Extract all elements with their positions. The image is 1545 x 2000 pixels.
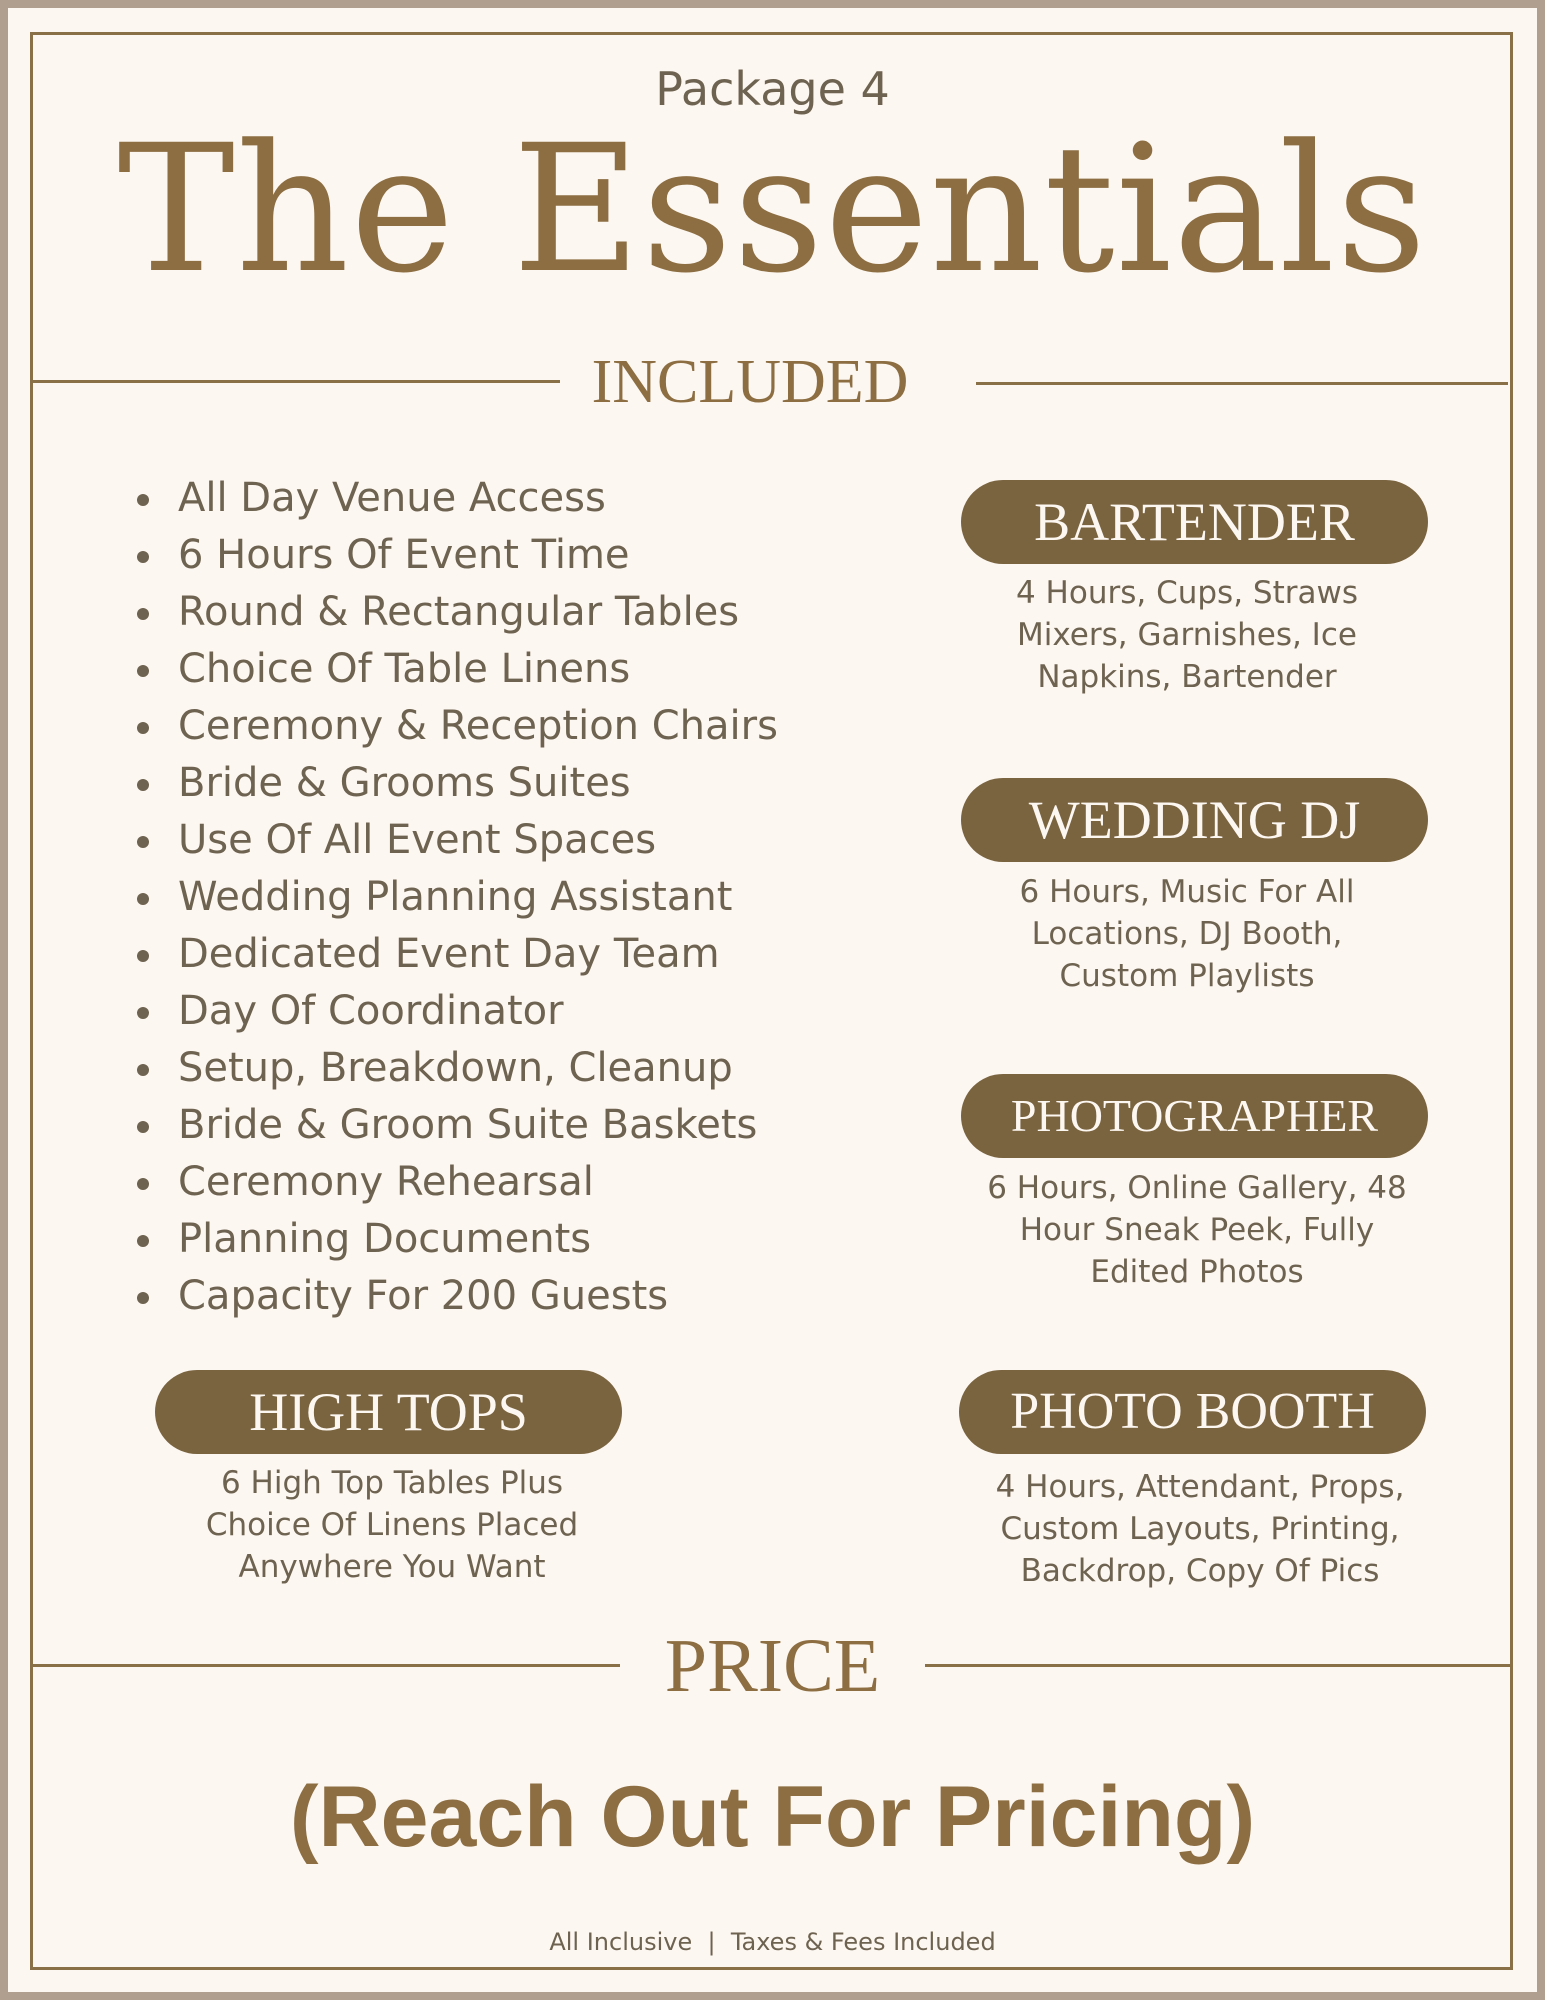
bartender-line: Mixers, Garnishes, Ice	[1017, 617, 1357, 653]
bullet-icon	[137, 551, 149, 563]
photographer-line: Hour Sneak Peek, Fully	[1019, 1212, 1375, 1248]
bullet-icon	[137, 836, 149, 848]
bullet-icon	[137, 1064, 149, 1076]
included-rule-left	[33, 380, 560, 383]
included-item	[130, 983, 778, 1040]
bullet-icon	[137, 1007, 149, 1019]
included-item-label: All Day Venue Access	[178, 475, 606, 521]
included-item-label: Choice Of Table Linens	[178, 646, 631, 692]
photographer-line: Edited Photos	[1090, 1254, 1304, 1290]
wedding-dj-details	[902, 871, 1472, 997]
bullet-icon	[137, 1178, 149, 1190]
bartender-line: Napkins, Bartender	[1037, 659, 1337, 695]
included-item	[130, 1097, 778, 1154]
included-item	[130, 926, 778, 983]
included-item	[130, 470, 778, 527]
price-rule-right	[925, 1664, 1513, 1667]
photo-booth-line: Backdrop, Copy Of Pics	[1020, 1553, 1380, 1589]
high-tops-line: 6 High Top Tables Plus	[220, 1465, 564, 1501]
bullet-icon	[137, 1121, 149, 1133]
wedding-dj-line: Custom Playlists	[1059, 958, 1315, 994]
high-tops-line: Choice Of Linens Placed	[205, 1507, 579, 1543]
wedding-dj-label: WEDDING DJ	[1028, 790, 1361, 850]
pricing-note: (Reach Out For Pricing)	[289, 1769, 1256, 1865]
photographer-details	[912, 1167, 1482, 1293]
bullet-icon	[137, 722, 149, 734]
included-item-label: Dedicated Event Day Team	[178, 931, 720, 977]
high-tops-label: HIGH TOPS	[249, 1382, 528, 1442]
photo-booth-details	[915, 1466, 1485, 1592]
included-item-label: Round & Rectangular Tables	[178, 589, 740, 635]
wedding-dj-pill	[961, 778, 1428, 862]
bullet-icon	[137, 893, 149, 905]
included-item-label: Capacity For 200 Guests	[178, 1273, 669, 1319]
bullet-icon	[137, 665, 149, 677]
included-item-label: Bride & Grooms Suites	[178, 760, 631, 806]
included-item-label: Setup, Breakdown, Cleanup	[178, 1045, 733, 1091]
included-heading: INCLUDED	[591, 348, 909, 416]
footer-note	[0, 1928, 1545, 1956]
included-item	[130, 1268, 778, 1325]
bullet-icon	[137, 1292, 149, 1304]
included-item	[130, 584, 778, 641]
included-item	[130, 698, 778, 755]
included-item	[130, 812, 778, 869]
included-list	[130, 470, 778, 1325]
wedding-dj-line: Locations, DJ Booth,	[1031, 916, 1343, 952]
bartender-pill	[961, 480, 1428, 564]
included-item-label: Ceremony & Reception Chairs	[178, 703, 778, 749]
bullet-icon	[137, 1235, 149, 1247]
included-item	[130, 527, 778, 584]
photo-booth-label: PHOTO BOOTH	[1010, 1383, 1375, 1440]
footer-text: All Inclusive | Taxes & Fees Included	[549, 1928, 996, 1956]
high-tops-details	[107, 1462, 677, 1588]
photographer-line: 6 Hours, Online Gallery, 48	[987, 1170, 1407, 1206]
page-title: The Essentials	[117, 107, 1428, 312]
high-tops-line: Anywhere You Want	[238, 1549, 546, 1585]
bullet-icon	[137, 608, 149, 620]
included-item-label: Planning Documents	[178, 1216, 592, 1262]
price-heading: PRICE	[664, 1624, 881, 1708]
included-item	[130, 869, 778, 926]
photo-booth-pill	[959, 1370, 1426, 1454]
bartender-details	[902, 572, 1472, 698]
bullet-icon	[137, 779, 149, 791]
included-item-label: 6 Hours Of Event Time	[178, 532, 630, 578]
price-rule-left	[33, 1664, 620, 1667]
included-item-label: Use Of All Event Spaces	[178, 817, 657, 863]
included-item	[130, 755, 778, 812]
photo-booth-line: 4 Hours, Attendant, Props,	[995, 1469, 1405, 1505]
included-item	[130, 641, 778, 698]
included-item	[130, 1040, 778, 1097]
high-tops-pill	[155, 1370, 622, 1454]
included-item-label: Ceremony Rehearsal	[178, 1159, 594, 1205]
package-label: Package 4	[655, 62, 890, 116]
included-item	[130, 1211, 778, 1268]
included-item	[130, 1154, 778, 1211]
bullet-icon	[137, 950, 149, 962]
included-item-label: Day Of Coordinator	[178, 988, 564, 1034]
included-item-label: Bride & Groom Suite Baskets	[178, 1102, 758, 1148]
included-item-label: Wedding Planning Assistant	[178, 874, 733, 920]
photographer-label: PHOTOGRAPHER	[1010, 1090, 1379, 1141]
included-rule-right	[976, 382, 1508, 385]
photographer-pill	[961, 1074, 1428, 1158]
bartender-line: 4 Hours, Cups, Straws	[1015, 575, 1358, 611]
photo-booth-line: Custom Layouts, Printing,	[1000, 1511, 1400, 1547]
bullet-icon	[137, 494, 149, 506]
wedding-dj-line: 6 Hours, Music For All	[1019, 874, 1355, 910]
bartender-label: BARTENDER	[1034, 492, 1355, 552]
